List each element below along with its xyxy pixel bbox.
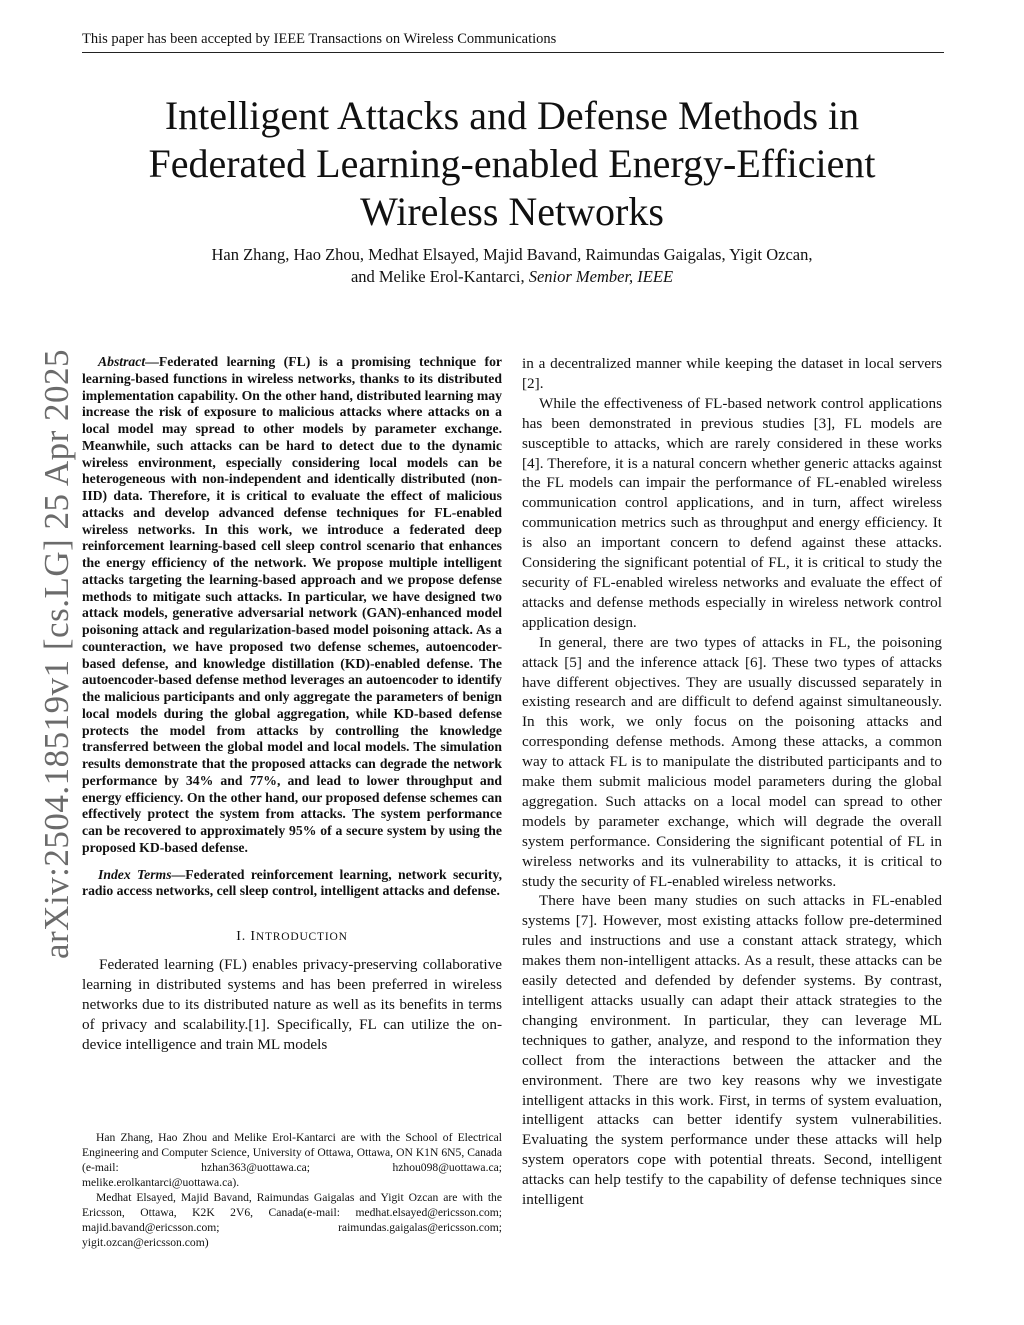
intro-paragraph: Federated learning (FL) enables privacy-preserving collaborative learning in distributed systems and has been preferred in wireless networks due to its distributed nature as well as its benefits in terms of privacy and scalability.[1]. Specifically, FL can utilize the on-device intelligence and train ML models — [82, 955, 502, 1053]
index-terms — [82, 867, 502, 901]
arxiv-identifier-stamp: arXiv:2504.18519v1 [cs.LG] 25 Apr 2025 — [37, 348, 76, 960]
abstract — [82, 354, 502, 857]
paragraph-continuation: in a decentralized manner while keeping the dataset in local servers [2]. — [522, 355, 942, 392]
section-numeral: I. — [236, 929, 247, 944]
abstract-text: —Federated learning (FL) is a promising technique for learning-based functions in wireless networks, thanks to its distributed implementation capability. On the other hand, distributed learning may increase the risk of exposure to malicious attacks where attacks on a local model may spread to other models by parameter exchange. Meanwhile, such attacks can be hard to detect due to the dynamic wireless environment, especially considering local models can be heterogeneous with non-independent and identically distributed (non-IID) data. Therefore, it is critical to evaluate the effect of malicious attacks and develop advanced defense techniques for FL-enabled wireless networks. In this work, we introduce a federated deep reinforcement learning-based cell sleep control scenario that enhances the energy efficiency of the network. We propose multiple intelligent attacks targeting the learning-based approach and we propose defense methods to mitigate such attacks. In particular, we have designed two attack models, generative adversarial network (GAN)-enhanced model poisoning attack and regularization-based model poisoning attack. As a counteraction, we have proposed two defense schemes, autoencoder-based defense, and knowledge distillation (KD)-enabled defense. The autoencoder-based defense method leverages an autoencoder to identify the malicious participants and only aggregate the parameters of benign local models during the global aggregation, while KD-based defense protects the model from attacks by controlling the knowledge transferred between the global model and local models. The simulation results demonstrate that the proposed attacks can degrade the network performance by 34% and 77%, and lead to lower throughput and energy efficiency. On the other hand, our proposed defense schemes can effectively protect the system from attacks. The system performance can be recovered to approximately 95% of a secure system by using the proposed KD-based defense. — [82, 354, 502, 855]
paragraph-attack-types: In general, there are two types of attacks in FL, the poisoning attack [5] and the inference attack [6]. These two types of attacks have different objectives. They are usually discussed separately in existing research and are difficult to defend against simultaneously. In this work, we only focus on the poisoning attacks and corresponding defense methods. Among these attacks, a common way to attack FL is to manipulate the distributed participants and to make them submit malicious model parameters during the global aggregation. Such attacks on a local model can spread to other models by parameter exchange, which will degrade the overall system performance. Considering the significant potential of FL in wireless networks and its vulnerability to attacks, it is critical to study the security of FL-enabled wireless networks. — [522, 633, 942, 890]
author-list — [100, 244, 924, 288]
left-column — [82, 354, 502, 1054]
paragraph-fl-effectiveness: While the effectiveness of FL-based network control applications has been demonstrated in previous studies [3], FL models are susceptible to attacks, which are rarely considered in these works [4]. Therefore, it is a natural concern whether generic attacks against the FL models can impair the performance of FL-enabled wireless communication control applications, and in turn, affect wireless communication metrics such as throughput and energy efficiency. It is also an important concern to defend against these attacks. Considering the significant potential of FL, it is critical to study the security of FL-enabled wireless networks and evaluate the effect of attacks and defense methods especially in wireless network control application design. — [522, 394, 942, 631]
author-line: Han Zhang, Hao Zhou, Medhat Elsayed, Majid Bavand, Raimundas Gaigalas, Yigit Ozcan, — [211, 245, 813, 264]
paper-title — [100, 92, 924, 236]
section-first-letter: I — [250, 929, 256, 944]
author-membership: Senior Member, IEEE — [528, 267, 674, 286]
index-terms-label: Index Terms — [98, 866, 172, 882]
title-line: Intelligent Attacks and Defense Methods in — [164, 93, 860, 138]
footnote-affiliation-uottawa: Han Zhang, Hao Zhou and Melike Erol-Kantarci are with the School of Electrical Engineering and Computer Science, University of Ottawa, Ottawa, ON K1N 6N5, Canada (e-mail: hzhan363@uottawa.ca; hzhou098@uottawa.ca; melike.erolkantarci@uottawa.ca). — [82, 1131, 502, 1189]
running-header: This paper has been accepted by IEEE Transactions on Wireless Communications — [82, 31, 944, 53]
affiliation-footnotes — [82, 1130, 502, 1250]
author-line-2 — [100, 266, 924, 288]
section-title-rest: NTRODUCTION — [255, 931, 348, 943]
abstract-label: Abstract — [98, 354, 146, 369]
footnote-affiliation-ericsson: Medhat Elsayed, Majid Bavand, Raimundas Gaigalas and Yigit Ozcan are with the Ericsson, Ottawa, K2K 2V6, Canada(e-mail: medhat.elsayed@ericsson.com; majid.bavand@ericsson.com; raimundas.gaigalas@ericsson.com; yigit.ozcan@ericsson.com) — [82, 1191, 502, 1249]
paragraph-intelligent-attacks: There have been many studies on such attacks in FL-enabled systems [7]. However, most existing attacks follow pre-determined rules and instructions and use a constant attack strategy, which makes them non-intelligent attacks. As a result, these attacks can be easily detected and defended by defender systems. By contrast, intelligent attacks usually can adapt their attack strategies to the changing environment. In particular, they can leverage ML techniques to gather, analyze, and respond to the information they collect from the interactions between the attacker and the environment. There are two key reasons why we investigate intelligent attacks in this work. First, in terms of system evaluation, intelligent attacks can better identify system vulnerabilities. Evaluating the system performance under these attacks will help system operators cope with potential threats. Second, intelligent attacks can help testify to the capability of defense techniques since intelligent — [522, 892, 942, 1209]
section-heading-introduction — [82, 927, 502, 948]
title-line: Federated Learning-enabled Energy-Efficient — [148, 141, 876, 186]
author-names: and Melike Erol-Kantarci, — [350, 267, 525, 286]
title-line: Wireless Networks — [360, 189, 664, 234]
right-column — [522, 354, 942, 1210]
index-terms-text: —Federated reinforcement learning, network security, radio access networks, cell sleep control, intelligent attacks and defense. — [82, 866, 503, 899]
